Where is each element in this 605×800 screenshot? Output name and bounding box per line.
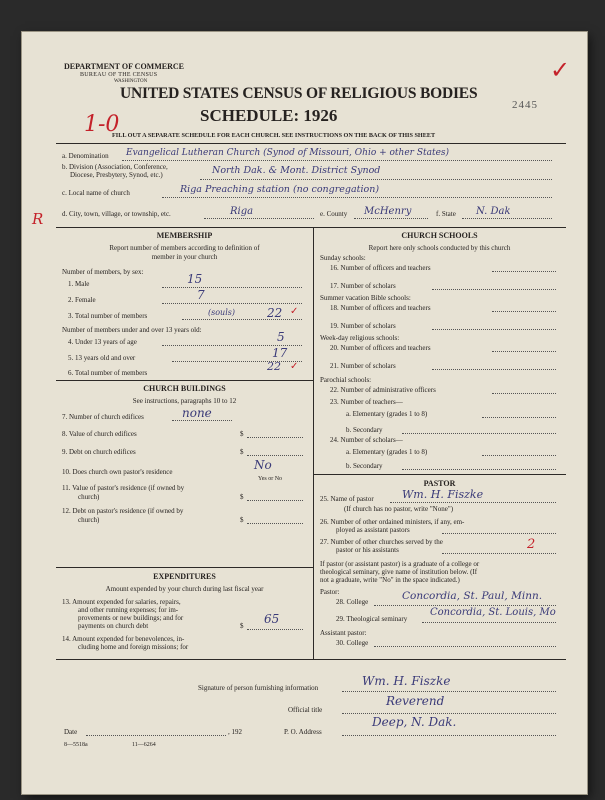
po-address-value: Deep, N. Dak. <box>372 715 457 729</box>
q10-value: No <box>254 458 272 472</box>
schools-heading: CHURCH SCHOOLS <box>401 231 478 240</box>
q7-value: none <box>182 406 212 420</box>
q27-line <box>442 553 556 554</box>
q7-line <box>172 420 232 421</box>
q13-label-3: provements or new buildings; and for <box>78 614 184 622</box>
date-label: Date <box>64 728 78 736</box>
q23b-line <box>402 433 556 434</box>
buildings-heading: CHURCH BUILDINGS <box>143 384 226 393</box>
graduate-instruction-3: not a graduate, write "No" in the space indicated.) <box>320 576 460 584</box>
members-by-sex-label: Number of members, by sex: <box>62 268 144 276</box>
census-schedule-sheet <box>22 32 587 794</box>
q19-line <box>432 329 556 330</box>
official-title-line <box>342 713 556 714</box>
q13-label-2: and other running expenses; for im- <box>78 606 179 614</box>
members-by-age-label: Number of members under and over 13 years old: <box>62 326 202 334</box>
q9-dollar: $ <box>240 448 244 456</box>
county-value: McHenry <box>364 206 412 217</box>
membership-sub-1: Report number of members according to definition of <box>109 244 260 252</box>
pastor-sub-label: Pastor: <box>320 588 340 596</box>
column-divider <box>313 227 314 659</box>
state-label: f. State <box>436 210 456 218</box>
division-value: North Dak. & Mont. District Synod <box>212 165 381 176</box>
q25-note: (If church has no pastor, write "None") <box>344 505 454 513</box>
division-label-2: Diocese, Presbytery, Synod, etc.) <box>70 171 163 179</box>
expenditures-rule <box>56 567 313 568</box>
q1-line <box>162 287 302 288</box>
pastor-rule <box>313 474 566 475</box>
red-r-mark: R <box>32 210 44 228</box>
q4-label: 4. Under 13 years of age <box>68 338 137 346</box>
q11-dollar: $ <box>240 493 244 501</box>
q3-note: (souls) <box>208 308 235 317</box>
section-rule-top <box>56 227 566 228</box>
q6-check-mark: ✓ <box>290 361 299 372</box>
pastor-heading: PASTOR <box>423 479 456 488</box>
q14-label: 14. Amount expended for benevolences, in- <box>62 635 185 643</box>
q16-line <box>492 271 556 272</box>
q11-line <box>247 500 303 501</box>
q17-label: 17. Number of scholars <box>330 282 396 290</box>
q23b-label: b. Secondary <box>346 426 383 434</box>
county-line <box>354 218 428 219</box>
q30-line <box>374 646 556 647</box>
q17-line <box>432 289 556 290</box>
official-title-value: Reverend <box>386 694 445 708</box>
division-label: b. Division (Association, Conference, <box>62 163 168 171</box>
bureau-label: BUREAU OF THE CENSUS <box>80 72 158 78</box>
local-name-value: Riga Preaching station (no congregation) <box>180 184 380 195</box>
q6-label: 6. Total number of members <box>68 369 148 377</box>
q29-line <box>422 622 556 623</box>
city-label: WASHINGTON <box>114 79 148 84</box>
denomination-label: a. Denomination <box>62 152 109 160</box>
q2-value: 7 <box>197 288 205 302</box>
q29-label: 29. Theological seminary <box>336 615 408 623</box>
q12-label-2: church) <box>78 516 100 524</box>
signature-value: Wm. H. Fiszke <box>362 674 451 688</box>
q29-value: Concordia, St. Louis, Mo <box>430 607 556 618</box>
assistant-pastor-label: Assistant pastor: <box>320 629 367 637</box>
q24a-label: a. Elementary (grades 1 to 8) <box>346 448 428 456</box>
q5-value: 17 <box>272 346 288 360</box>
graduate-instruction-2: theological seminary, give name of institution below. (If <box>320 568 478 576</box>
q11-label-2: church) <box>78 493 100 501</box>
q28-label: 28. College <box>336 598 369 606</box>
q23-label: 23. Number of teachers— <box>330 398 403 406</box>
q18-line <box>492 311 556 312</box>
q20-line <box>492 351 556 352</box>
q13-line <box>247 629 303 630</box>
city-town-label: d. City, town, village, or township, etc. <box>62 210 171 218</box>
signature-label: Signature of person furnishing information <box>198 684 319 692</box>
local-name-label: c. Local name of church <box>62 189 130 197</box>
q26-line <box>442 533 556 534</box>
header-rule <box>56 143 566 144</box>
po-address-line <box>342 735 556 736</box>
city-town-value: Riga <box>230 206 254 217</box>
q22-label: 22. Number of administrative officers <box>330 386 436 394</box>
date-year: , 192 <box>228 728 242 736</box>
q12-dollar: $ <box>240 516 244 524</box>
state-value: N. Dak <box>476 206 511 217</box>
yes-or-no-hint: Yes or No <box>258 476 283 482</box>
schedule-title: SCHEDULE: 1926 <box>200 106 338 125</box>
schools-sub: Report here only schools conducted by this church <box>368 244 511 252</box>
form-title: UNITED STATES CENSUS OF RELIGIOUS BODIES <box>120 85 478 102</box>
form-number: 8—5518a <box>64 742 88 748</box>
q8-label: 8. Value of church edifices <box>62 430 137 438</box>
q26-label-2: ployed as assistant pastors <box>336 526 410 534</box>
q2-line <box>162 303 302 304</box>
q22-line <box>492 393 556 394</box>
q25-label: 25. Name of pastor <box>320 495 374 503</box>
graduate-instruction-1: If pastor (or assistant pastor) is a graduate of a college or <box>320 560 480 568</box>
print-number: 11—6264 <box>132 742 156 748</box>
q13-label: 13. Amount expended for salaries, repairs, <box>62 598 181 606</box>
q24-label: 24. Number of scholars— <box>330 436 403 444</box>
q21-label: 21. Number of scholars <box>330 362 396 370</box>
q14-label-2: cluding home and foreign missions; for <box>78 643 189 651</box>
q12-line <box>247 523 303 524</box>
q27-value: 2 <box>527 537 536 552</box>
q25-line <box>390 502 556 503</box>
q9-line <box>247 455 303 456</box>
division-line <box>200 179 552 180</box>
q18-label: 18. Number of officers and teachers <box>330 304 431 312</box>
separate-schedule-instruction: FILL OUT A SEPARATE SCHEDULE FOR EACH CHURCH. SEE INSTRUCTIONS ON THE BACK OF THIS SHEET <box>112 132 436 139</box>
q26-label: 26. Number of other ordained ministers, if any, em- <box>320 518 465 526</box>
county-label: e. County <box>320 210 348 218</box>
q24a-line <box>482 455 556 456</box>
q5-label: 5. 13 years old and over <box>68 354 136 362</box>
q24b-line <box>402 469 556 470</box>
q4-value: 5 <box>277 330 285 344</box>
q12-label: 12. Debt on pastor's residence (if owned by <box>62 507 184 515</box>
department-label: DEPARTMENT OF COMMERCE <box>64 62 185 71</box>
q10-label: 10. Does church own pastor's residence <box>62 468 173 476</box>
weekday-schools-label: Week-day religious schools: <box>320 334 400 342</box>
po-address-label: P. O. Address <box>284 728 322 736</box>
city-town-line <box>204 218 314 219</box>
section-rule-bottom <box>56 659 566 660</box>
q8-dollar: $ <box>240 430 244 438</box>
q13-value: 65 <box>264 612 280 626</box>
parochial-schools-label: Parochial schools: <box>320 376 372 384</box>
membership-sub-2: member in your church <box>151 253 218 261</box>
q2-label: 2. Female <box>68 296 96 304</box>
red-check-mark: ✓ <box>550 56 571 84</box>
stamp-number: 2445 <box>512 99 538 111</box>
state-line <box>462 218 552 219</box>
date-line <box>86 735 226 736</box>
q28-value: Concordia, St. Paul, Minn. <box>402 590 543 602</box>
q16-label: 16. Number of officers and teachers <box>330 264 431 272</box>
q27-label: 27. Number of other churches served by the <box>320 538 443 546</box>
q19-label: 19. Number of scholars <box>330 322 396 330</box>
q20-label: 20. Number of officers and teachers <box>330 344 431 352</box>
summer-schools-label: Summer vacation Bible schools: <box>320 294 411 302</box>
denomination-line <box>122 160 552 161</box>
q11-label: 11. Value of pastor's residence (if owned by <box>62 484 185 492</box>
q8-line <box>247 437 303 438</box>
q5-line <box>172 361 302 362</box>
official-title-label: Official title <box>288 706 323 714</box>
q6-value: 22 <box>267 360 281 373</box>
q13-dollar: $ <box>240 622 244 630</box>
q3-line <box>182 319 302 320</box>
red-code-mark: 1-0 <box>84 112 120 137</box>
q1-value: 15 <box>187 272 203 286</box>
signature-line <box>342 691 556 692</box>
q27-label-2: pastor or his assistants <box>336 546 399 554</box>
denomination-value: Evangelical Lutheran Church (Synod of Missouri, Ohio + other States) <box>126 148 450 158</box>
q3-label: 3. Total number of members <box>68 312 148 320</box>
q24b-label: b. Secondary <box>346 462 383 470</box>
q30-label: 30. College <box>336 639 369 647</box>
expenditures-sub: Amount expended by your church during last fiscal year <box>105 585 264 593</box>
local-name-line <box>162 197 552 198</box>
buildings-sub: See instructions, paragraphs 10 to 12 <box>132 397 237 405</box>
q28-line <box>374 605 556 606</box>
q3-value: 22 <box>267 306 283 320</box>
q9-label: 9. Debt on church edifices <box>62 448 136 456</box>
q23a-line <box>482 417 556 418</box>
expenditures-heading: EXPENDITURES <box>153 572 216 581</box>
sunday-schools-label: Sunday schools: <box>320 254 366 262</box>
q7-label: 7. Number of church edifices <box>62 413 144 421</box>
q23a-label: a. Elementary (grades 1 to 8) <box>346 410 428 418</box>
q3-check-mark: ✓ <box>290 306 299 317</box>
membership-heading: MEMBERSHIP <box>156 231 213 240</box>
q13-label-4: payments on church debt <box>78 622 149 630</box>
q21-line <box>432 369 556 370</box>
q1-label: 1. Male <box>68 280 90 288</box>
buildings-rule <box>56 380 313 381</box>
q25-value: Wm. H. Fiszke <box>402 488 484 501</box>
